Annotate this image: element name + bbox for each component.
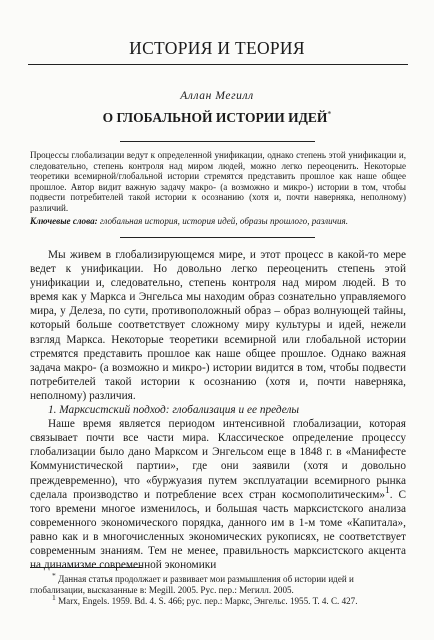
footnotes [30, 570, 406, 606]
header-rule [28, 64, 408, 65]
title-footnote-mark[interactable]: * [327, 109, 332, 119]
paragraph: Мы живем в глобализирующемся мире, и этот процесс в какой-то мере ведет к унификации. Но довольно легко переоценить степень этой унификации и, следовательно, степень контроля над миром людей. В то время как у Маркса и Энгельса мы находим образ сознательно управляемого мира, у Делеза, по сути, противоположный образ – образ волнующей тайны, который больше соответствует сложному миру культуры и идей, нежели взгляд Маркса. Некоторые теоретики всемирной или глобальной истории стремятся представить прошлое как наше общее прошлое. Однако важная задача макро- (а возможно и микро-) истории видится в том, чтобы подвести потребителей такой истории к осознанию (хотя и, почти наверняка, неполному) различия. [30, 249, 406, 402]
article-title [0, 110, 434, 126]
article-title-text: О ГЛОБАЛЬНОЙ ИСТОРИИ ИДЕЙ [102, 110, 328, 125]
footnote-mark: 1 [52, 592, 56, 602]
abstract: Процессы глобализации ведут к определенной унификации, однако степень этой унификации и, следовательно, степень контроля над миром людей, можно легко переоценить. Некоторые теоретики всемирной/глобальной истории стремятся представить прошлое как наше общее прошлое. Автор видит важную задачу макро- (а возможно и микро-) истории в том, чтобы подвести потребителей такой истории к осознанию (хотя и, почти наверняка, неполному) различий. [30, 150, 406, 213]
paragraph [30, 417, 406, 572]
footnote-text: Данная статья продолжает и развивает мои размышления об истории идей и глобализации, высказанные в: Megill. 2005. Рус. пер.: Мегилл. 2005. [30, 574, 354, 595]
section-title: ИСТОРИЯ И ТЕОРИЯ [129, 38, 305, 58]
keywords-list: глобальная история, история идей, образы прошлого, различия. [97, 216, 349, 226]
abstract-rule [120, 237, 315, 238]
footnote-rule [30, 567, 142, 568]
footnote-ref[interactable]: 1 [385, 485, 390, 496]
keywords-label: Ключевые слова: [30, 216, 98, 226]
footnote-mark: * [52, 570, 56, 580]
subheading: 1. Марксистский подход: глобализация и ее пределы [48, 404, 300, 417]
footnote [30, 570, 406, 596]
article-body [30, 248, 406, 572]
paragraph-text: Наше время является периодом интенсивной глобализации, которая связывает почти все части мира. Классическое определение процессу глобализации было дано Марксом и Энгельсом еще в 1848 г. в «Манифесте Коммунистической партии», где они заявили (хотя и довольно преждевременно), что «буржуазия путем эксплуатации всемирного рынка сделала производство и потребление всех стран космополитическим» [30, 418, 406, 501]
paragraph-text: . С того времени многое изменилось, и большая часть марксистского анализа современного экономического порядка, данного им в 1-м томе «Капитала», равно как и в многочисленных экономических рукописях, не соответствует современным знаниям. Тем не менее, правильность марксистского акцента на динамизме современной экономики [30, 488, 406, 572]
author-name: Аллан Мегилл [180, 90, 254, 102]
footnote [30, 592, 406, 607]
footnote-text: Marx, Engels. 1959. Bd. 4. S. 466; рус. пер.: Маркс, Энгельс. 1955. Т. 4. С. 427. [55, 595, 358, 606]
title-rule [120, 141, 315, 142]
keywords [30, 216, 406, 227]
